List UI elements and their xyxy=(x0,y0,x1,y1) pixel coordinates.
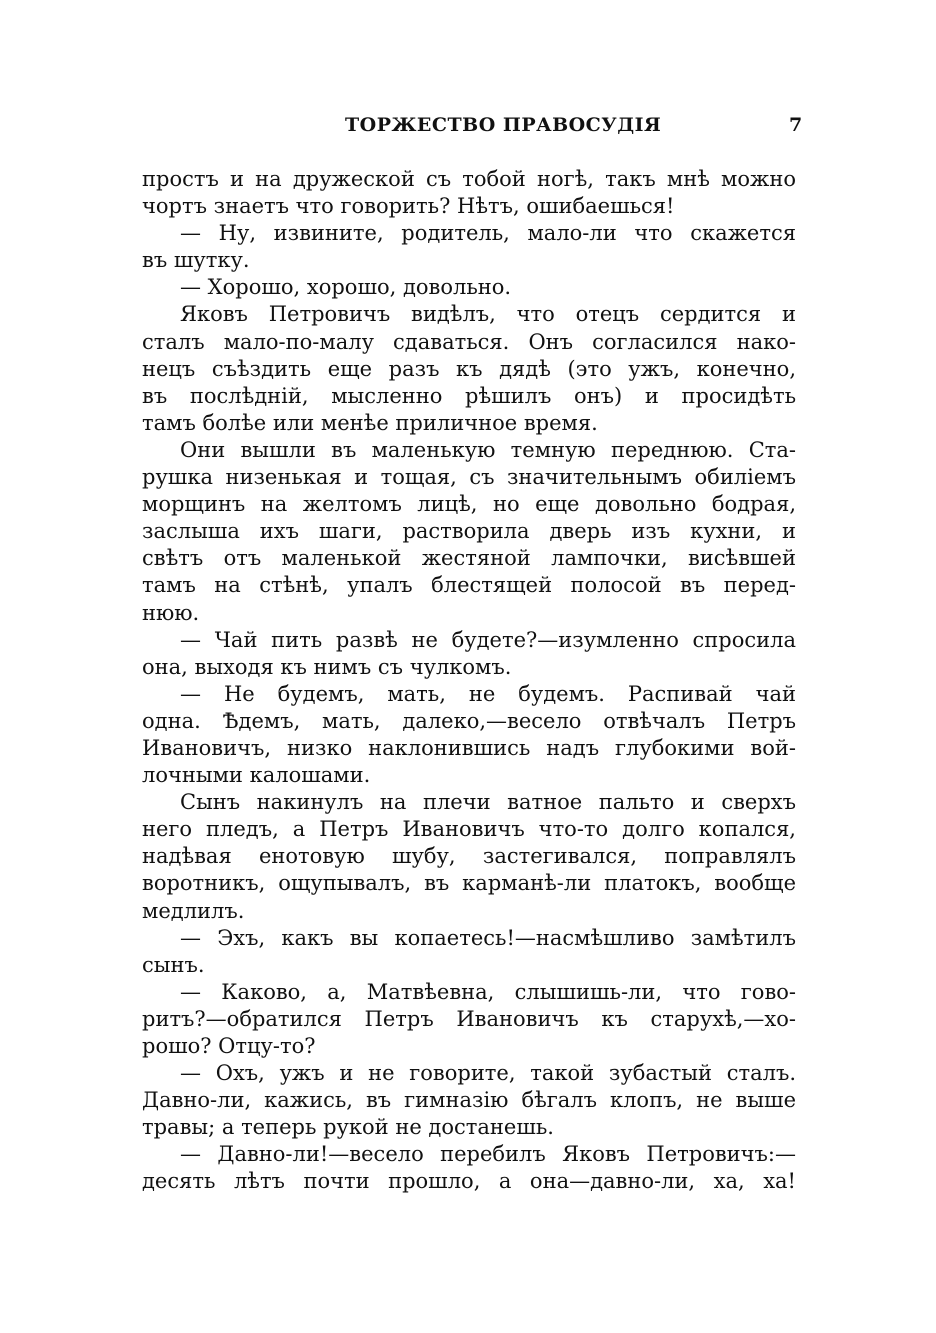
text-line: она, выходя къ нимъ съ чулкомъ. xyxy=(142,654,512,679)
text-line: медлилъ. xyxy=(142,898,245,923)
text-line: сталъ мало-по-малу сдаваться. Онъ согласился нако- xyxy=(142,329,796,354)
text-line: тамъ на стѣнѣ, упалъ блестящей полосой въ перед- xyxy=(142,573,796,598)
text-line: сынъ. xyxy=(142,952,205,977)
text-line: воротникъ, ощупывалъ, въ карманѣ-ли платокъ, вообще xyxy=(142,871,796,896)
text-line: — Каково, а, Матвѣевна, слышишь-ли, что гово- xyxy=(180,979,796,1004)
text-line: простъ и на дружеской съ тобой ногѣ, такъ мнѣ можно xyxy=(142,167,796,191)
text-line: Сынъ накинулъ на плечи ватное пальто и сверхъ xyxy=(180,790,796,815)
page-number: 7 xyxy=(789,114,803,136)
text-line: заслыша ихъ шаги, растворила дверь изъ кухни, и xyxy=(142,519,796,544)
text-line: морщинъ на желтомъ лицѣ, но еще довольно бодрая, xyxy=(142,492,796,517)
text-line: тамъ болѣе или менѣе приличное время. xyxy=(142,410,598,435)
text-line: одна. Ѣдемъ, мать, далеко,—весело отвѣчалъ Петръ xyxy=(142,708,796,733)
body-text xyxy=(142,166,796,1196)
text-line: въ послѣдній, мысленно рѣшилъ онъ) и просидѣть xyxy=(142,383,796,408)
text-line: — Ну, извините, родитель, мало-ли что скажется xyxy=(180,221,796,246)
text-line: травы; а теперь рукой не достанешь. xyxy=(142,1115,554,1140)
text-line: — Не будемъ, мать, не будемъ. Распивай чай xyxy=(180,681,796,706)
text-line: Ивановичъ, низко наклонившись надъ глубокими вой- xyxy=(142,735,796,760)
text-line: Давно-ли, кажись, въ гимназію бѣгалъ клопъ, не выше xyxy=(142,1088,796,1113)
text-line: десять лѣтъ почти прошло, а она—давно-ли, ха, ха! xyxy=(142,1169,796,1194)
text-line: лочными калошами. xyxy=(142,763,371,788)
text-line: — Охъ, ужъ и не говорите, такой зубастый сталъ. xyxy=(180,1061,796,1086)
text-line: — Эхъ, какъ вы копаетесь!—насмѣшливо замѣтилъ xyxy=(180,925,796,950)
text-line: нюю. xyxy=(142,600,200,625)
text-line: — Давно-ли!—весело перебилъ Яковъ Петровичъ:— xyxy=(180,1142,796,1167)
text-line: — Хорошо, хорошо, довольно. xyxy=(180,275,512,300)
text-line: него пледъ, а Петръ Ивановичъ что-то долго копался, xyxy=(142,817,796,842)
running-header-title: ТОРЖЕСТВО ПРАВОСУДІЯ xyxy=(345,114,662,136)
text-line: Они вышли въ маленькую темную переднюю. Ста- xyxy=(180,437,796,462)
text-line: нецъ съѣздить еще разъ къ дядѣ (это ужъ, конечно, xyxy=(142,356,796,381)
text-line: въ шутку. xyxy=(142,248,250,273)
text-line: чортъ знаетъ что говорить? Нѣтъ, ошибаешься! xyxy=(142,194,675,219)
text-line: надѣвая енотовую шубу, застегивался, поправлялъ xyxy=(142,844,796,869)
text-line: — Чай пить развѣ не будете?—изумленно спросила xyxy=(180,627,796,652)
text-line: Яковъ Петровичъ видѣлъ, что отецъ сердится и xyxy=(180,302,796,327)
text-line: рошо? Отцу-то? xyxy=(142,1034,316,1058)
text-line: свѣтъ отъ маленькой жестяной лампочки, висѣвшей xyxy=(142,546,796,571)
text-line: ритъ?—обратился Петръ Ивановичъ къ старухѣ,—хо- xyxy=(142,1006,796,1031)
text-line: рушка низенькая и тощая, съ значительнымъ обиліемъ xyxy=(142,465,796,490)
